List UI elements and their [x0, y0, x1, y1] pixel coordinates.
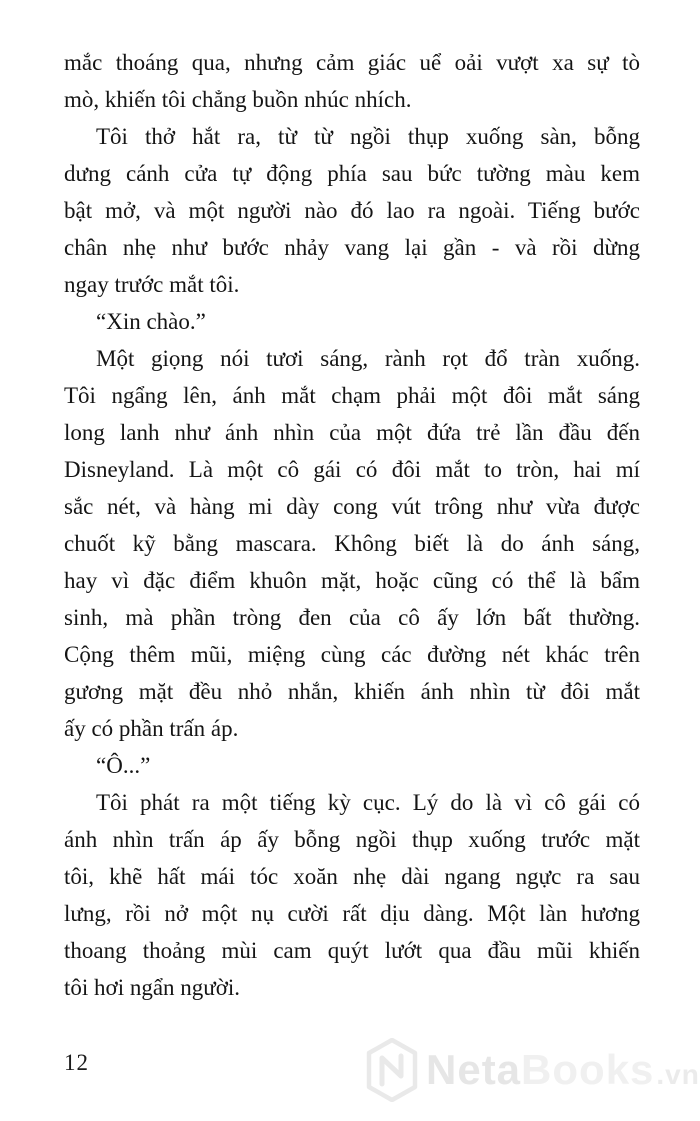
text-line: long lanh như ánh nhìn của một đứa trẻ lần đầu đến [64, 420, 640, 445]
text-line: Disneyland. Là một cô gái có đôi mắt to tròn, hai mí [64, 457, 640, 482]
text-line: dưng cánh cửa tự động phía sau bức tường màu kem [64, 161, 640, 186]
text-line: mò, khiến tôi chẳng buồn nhúc nhích. [64, 87, 412, 112]
body-text [64, 44, 640, 1006]
text-line: Tôi ngẩng lên, ánh mắt chạm phải một đôi mắt sáng [64, 383, 640, 408]
text-line: bật mở, và một người nào đó lao ra ngoài. Tiếng bước [64, 198, 640, 223]
page-number: 12 [64, 1050, 89, 1075]
netabooks-watermark [366, 1038, 700, 1102]
text-line: chuốt kỹ bằng mascara. Không biết là do ánh sáng, [64, 531, 640, 556]
watermark-wordmark [426, 1046, 700, 1093]
dialogue-line: “Xin chào.” [96, 309, 206, 334]
text-line: mắc thoáng qua, nhưng cảm giác uể oải vượt xa sự tò [64, 50, 640, 75]
text-line: tôi, khẽ hất mái tóc xoăn nhẹ dài ngang ngực ra sau [64, 864, 640, 889]
text-line: Cộng thêm mũi, miệng cùng các đường nét khác trên [64, 642, 640, 667]
dialogue-line: “Ô...” [96, 753, 151, 778]
text-line: chân nhẹ như bước nhảy vang lại gần - và rồi dừng [64, 235, 640, 260]
text-line: hay vì đặc điểm khuôn mặt, hoặc cũng có thể là bẩm [64, 568, 640, 593]
text-line: sinh, mà phần tròng đen của cô ấy lớn bất thường. [64, 605, 640, 630]
text-line: lưng, rồi nở một nụ cười rất dịu dàng. Một làn hương [64, 901, 640, 926]
text-line: Một giọng nói tươi sáng, rành rọt đổ tràn xuống. [96, 346, 640, 371]
text-line: thoang thoảng mùi cam quýt lướt qua đầu mũi khiến [64, 938, 640, 963]
text-line: Tôi thở hắt ra, từ từ ngồi thụp xuống sàn, bỗng [96, 124, 640, 149]
text-line: gương mặt đều nhỏ nhắn, khiến ánh nhìn từ đôi mắt [64, 679, 640, 704]
watermark-brand-suffix: .vn [656, 1059, 700, 1090]
text-line: tôi hơi ngẩn người. [64, 975, 241, 1000]
text-line: sắc nét, và hàng mi dày cong vút trông như vừa được [64, 494, 640, 519]
netabooks-hexagon-n-icon [366, 1038, 418, 1102]
watermark-brand-secondary: Books [521, 1046, 655, 1093]
text-line: Tôi phát ra một tiếng kỳ cục. Lý do là vì cô gái có [96, 790, 640, 815]
text-line: ánh nhìn trấn áp ấy bỗng ngồi thụp xuống trước mặt [64, 827, 640, 852]
watermark-brand-primary: Neta [426, 1046, 522, 1093]
text-line: ngay trước mắt tôi. [64, 272, 240, 297]
text-line: ấy có phần trấn áp. [64, 716, 239, 741]
